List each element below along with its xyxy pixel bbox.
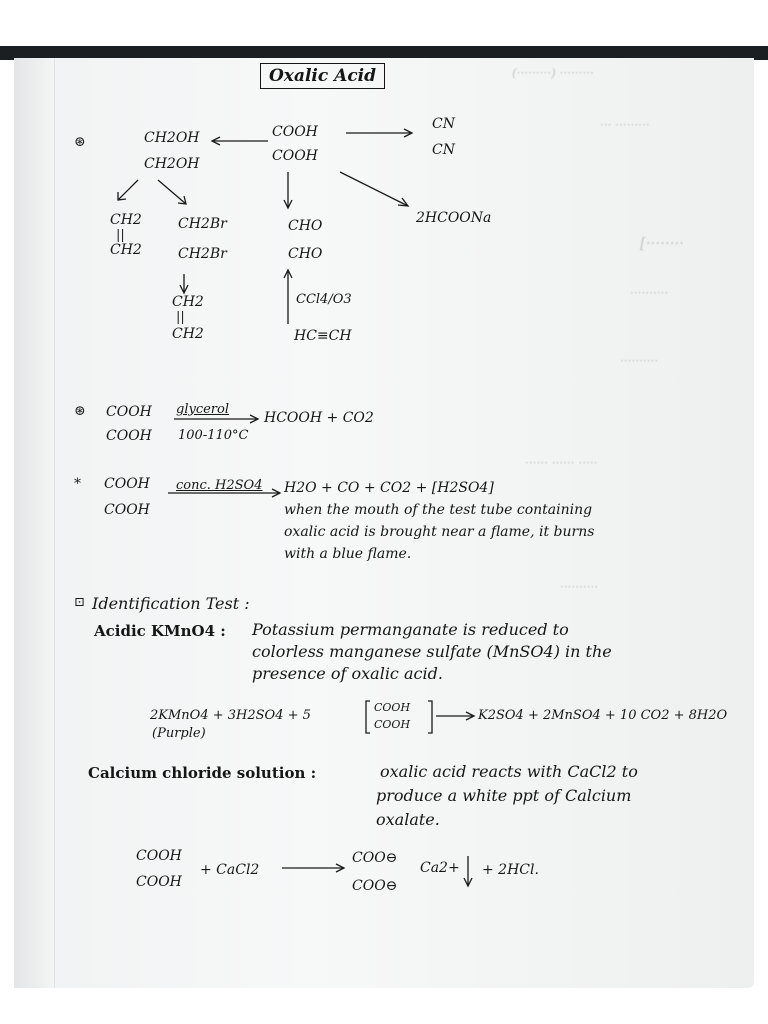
final-reactant-bottom: COOH — [136, 874, 182, 890]
kmno4-eq-right: K2SO4 + 2MnSO4 + 10 CO2 + 8H2O — [478, 708, 728, 723]
final-byproduct: + 2HCl. — [482, 862, 539, 878]
bleed-through-text: ······ ······ ····· — [525, 456, 598, 470]
ethene-a-top: CH2 — [110, 212, 142, 228]
kmno4-eq-note: (Purple) — [152, 726, 206, 741]
cacl2-line2: produce a white ppt of Calcium — [376, 786, 632, 805]
ozonolysis-reagent: CCl4/O3 — [296, 292, 352, 307]
r1-reagent: glycerol — [176, 402, 229, 417]
oxalic-acid-bottom: COOH — [272, 148, 318, 164]
kmno4-eq-bracket-top: COOH — [374, 701, 411, 714]
kmno4-line2: colorless manganese sulfate (MnSO4) in the — [252, 642, 612, 661]
r2-reagent: conc. H2SO4 — [176, 478, 263, 493]
ethene-b-bottom: CH2 — [172, 326, 204, 342]
kmno4-line1: Potassium permanganate is reduced to — [252, 620, 569, 639]
dibromide-bottom: CH2Br — [178, 246, 227, 262]
cacl2-line3: oxalate. — [376, 810, 440, 829]
r1-products: HCOOH + CO2 — [264, 410, 374, 426]
r1-reactant-top: COOH — [106, 404, 152, 420]
r2-reactant-bottom: COOH — [104, 502, 150, 518]
ethene-b-top: CH2 — [172, 294, 204, 310]
bleed-through-text: ·········· — [620, 354, 659, 368]
cacl2-line1: oxalic acid reacts with CaCl2 to — [380, 762, 638, 781]
r2-products: H2O + CO + CO2 + [H2SO4] — [284, 480, 494, 496]
identification-heading: Identification Test : — [92, 594, 250, 613]
bleed-through-text: ··· ········· — [600, 118, 650, 132]
bleed-through-text: (·········) ········· — [512, 66, 594, 80]
bullet-icon: * — [74, 476, 81, 492]
kmno4-line3: presence of oxalic acid. — [252, 664, 443, 683]
oxalic-acid-top: COOH — [272, 124, 318, 140]
r2-reactant-top: COOH — [104, 476, 150, 492]
ethylene-glycol-top: CH2OH — [144, 130, 200, 146]
r2-note-line3: with a blue flame. — [284, 546, 412, 562]
final-reagent: + CaCl2 — [200, 862, 260, 878]
calcium-ion: Ca2+ — [420, 860, 460, 876]
ethene-a-bottom: CH2 — [110, 242, 142, 258]
cyanogen-bottom: CN — [432, 142, 455, 158]
kmno4-eq-bracket-bottom: COOH — [374, 718, 411, 731]
dibromide-top: CH2Br — [178, 216, 227, 232]
bottom-background — [0, 988, 768, 1024]
r1-reactant-bottom: COOH — [106, 428, 152, 444]
r2-note-line1: when the mouth of the test tube containing — [284, 502, 593, 518]
ethylene-glycol-bottom: CH2OH — [144, 156, 200, 172]
kmno4-label: Acidic KMnO4 : — [94, 622, 226, 640]
r2-note-line2: oxalic acid is brought near a flame, it burns — [284, 524, 595, 540]
bullet-icon: ⊛ — [74, 403, 86, 419]
top-background — [0, 0, 768, 48]
ethene-b-bond: || — [176, 310, 185, 325]
sodium-formate: 2HCOONa — [416, 210, 492, 226]
r1-condition: 100-110°C — [178, 428, 249, 443]
bleed-through-text: ·········· — [630, 286, 669, 300]
glyoxal-bottom: CHO — [288, 246, 323, 262]
notebook-page — [14, 58, 754, 988]
ethene-a-bond: || — [116, 228, 125, 243]
page-gutter — [14, 58, 55, 988]
checkbox-bullet-icon: ⊡ — [74, 595, 85, 610]
final-product-bottom: COO⊖ — [352, 878, 398, 894]
final-product-top: COO⊖ — [352, 850, 398, 866]
cacl2-label: Calcium chloride solution : — [88, 764, 317, 782]
kmno4-eq-left: 2KMnO4 + 3H2SO4 + 5 — [150, 708, 311, 723]
bleed-through-text: [········ — [640, 234, 684, 252]
acetylene: HC≡CH — [294, 328, 352, 344]
page-title: Oxalic Acid — [260, 63, 385, 89]
cyanogen-top: CN — [432, 116, 455, 132]
glyoxal-top: CHO — [288, 218, 323, 234]
bullet-icon: ⊛ — [74, 134, 86, 150]
final-reactant-top: COOH — [136, 848, 182, 864]
bleed-through-text: ·········· — [560, 580, 599, 594]
